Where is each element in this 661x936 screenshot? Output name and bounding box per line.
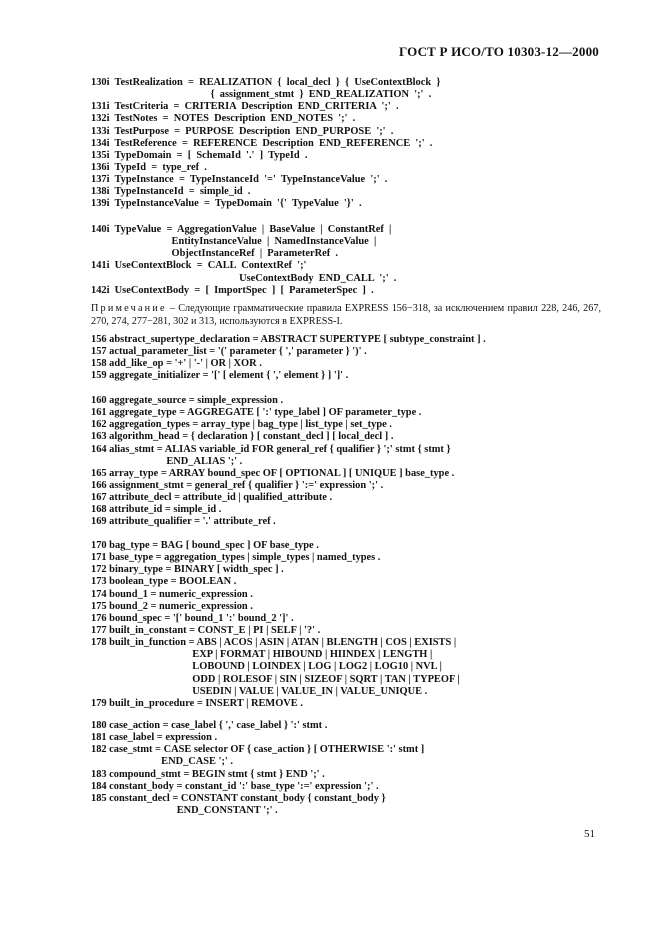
- grammar-rule-line: 161 aggregate_type = AGGREGATE [ ':' type_label ] OF parameter_type .: [91, 407, 422, 419]
- page-number: 51: [584, 828, 595, 840]
- grammar-rule-line: 180 case_action = case_label { ',' case_label } ':' stmt .: [91, 720, 328, 731]
- grammar-rule-line: USEDIN | VALUE | VALUE_IN | VALUE_UNIQUE .: [91, 685, 428, 697]
- grammar-rule-line: 132i TestNotes = NOTES Description END_NOTES ';' .: [91, 113, 356, 125]
- grammar-rules-140i-142i: [91, 224, 601, 297]
- grammar-rule-line: 185 constant_decl = CONSTANT constant_body { constant_body }: [91, 792, 386, 804]
- grammar-rule-line: 133i TestPurpose = PURPOSE Description END_PURPOSE ';' .: [91, 125, 394, 137]
- grammar-rule-line: 183 compound_stmt = BEGIN stmt { stmt } END ';' .: [91, 768, 325, 780]
- grammar-rule-line: 166 assignment_stmt = general_ref { qualifier } ':=' expression ';' .: [91, 479, 384, 491]
- grammar-rule-line: END_CONSTANT ';' .: [91, 804, 278, 816]
- grammar-rule-line: 158 add_like_op = '+' | '-' | OR | XOR .: [91, 358, 262, 370]
- grammar-rule-line: 163 algorithm_head = { declaration } [ constant_decl ] [ local_decl ] .: [91, 431, 394, 443]
- grammar-rules-180-185: [91, 720, 601, 817]
- grammar-rule-line: 156 abstract_supertype_declaration = ABSTRACT SUPERTYPE [ subtype_constraint ] .: [91, 334, 486, 345]
- grammar-rule-line: { assignment_stmt } END_REALIZATION ';' .: [91, 89, 432, 101]
- grammar-rule-line: 162 aggregation_types = array_type | bag_type | list_type | set_type .: [91, 419, 392, 431]
- grammar-rule-line: 175 bound_2 = numeric_expression .: [91, 600, 253, 612]
- note-paragraph: [91, 303, 601, 328]
- grammar-rule-line: 141i UseContextBlock = CALL ContextRef ';': [91, 260, 307, 272]
- grammar-rules-170-179: [91, 540, 601, 710]
- grammar-rule-line: 178 built_in_function = ABS | ACOS | ASIN | ATAN | BLENGTH | COS | EXISTS |: [91, 637, 457, 649]
- grammar-rule-line: END_CASE ';' .: [91, 756, 234, 768]
- note-text: – Следующие грамматические правила EXPRESS 156−318, за исключением правил 228, 246, 267, 270, 274, 277−281, 302 и 313, используются в EXPRESS-I.: [91, 303, 601, 327]
- grammar-rule-line: 173 boolean_type = BOOLEAN .: [91, 576, 237, 588]
- grammar-rule-line: 172 binary_type = BINARY [ width_spec ] .: [91, 564, 284, 576]
- grammar-rule-line: UseContextBody END_CALL ';' .: [91, 272, 397, 284]
- grammar-rule-line: 140i TypeValue = AggregationValue | BaseValue | ConstantRef |: [91, 224, 392, 235]
- grammar-rule-line: EXP | FORMAT | HIBOUND | HIINDEX | LENGTH |: [91, 649, 433, 661]
- grammar-rule-line: 135i TypeDomain = [ SchemaId '.' ] TypeId .: [91, 149, 308, 161]
- grammar-rule-line: 136i TypeId = type_ref .: [91, 161, 207, 173]
- grammar-rules-160-169: [91, 395, 601, 529]
- note-label: Примечание: [91, 303, 167, 314]
- grammar-rule-line: 130i TestRealization = REALIZATION { local_decl } { UseContextBlock }: [91, 77, 441, 88]
- grammar-rule-line: 176 bound_spec = '[' bound_1 ':' bound_2 ']' .: [91, 612, 294, 624]
- grammar-rule-line: 184 constant_body = constant_id ':' base_type ':=' expression ';' .: [91, 780, 379, 792]
- grammar-rule-line: 160 aggregate_source = simple_expression .: [91, 395, 284, 406]
- grammar-rule-line: 165 array_type = ARRAY bound_spec OF [ OPTIONAL ] [ UNIQUE ] base_type .: [91, 467, 455, 479]
- grammar-rule-line: 138i TypeInstanceId = simple_id .: [91, 186, 251, 198]
- grammar-rule-line: 169 attribute_qualifier = '.' attribute_ref .: [91, 516, 276, 528]
- grammar-rule-line: 157 actual_parameter_list = '(' parameter { ',' parameter } ')' .: [91, 346, 367, 358]
- grammar-rule-line: EntityInstanceValue | NamedInstanceValue |: [91, 236, 377, 248]
- grammar-rule-line: 142i UseContextBody = [ ImportSpec ] [ ParameterSpec ] .: [91, 284, 374, 296]
- grammar-rule-line: 164 alias_stmt = ALIAS variable_id FOR general_ref { qualifier } ';' stmt { stmt }: [91, 443, 451, 455]
- grammar-rule-line: 182 case_stmt = CASE selector OF { case_action } [ OTHERWISE ':' stmt ]: [91, 744, 425, 756]
- grammar-rule-line: 168 attribute_id = simple_id .: [91, 504, 222, 516]
- grammar-rule-line: 131i TestCriteria = CRITERIA Description END_CRITERIA ';' .: [91, 101, 399, 113]
- grammar-rule-line: 179 built_in_procedure = INSERT | REMOVE .: [91, 697, 303, 709]
- grammar-rule-line: 139i TypeInstanceValue = TypeDomain '{' TypeValue '}' .: [91, 198, 362, 210]
- grammar-rule-line: 170 bag_type = BAG [ bound_spec ] OF base_type .: [91, 540, 319, 551]
- grammar-rule-line: ODD | ROLESOF | SIN | SIZEOF | SQRT | TAN | TYPEOF |: [91, 673, 460, 685]
- grammar-rule-line: 134i TestReference = REFERENCE Description END_REFERENCE ';' .: [91, 137, 433, 149]
- grammar-rule-line: 159 aggregate_initializer = '[' [ element { ',' element } ] ']' .: [91, 370, 349, 382]
- grammar-rule-line: 167 attribute_decl = attribute_id | qualified_attribute .: [91, 492, 333, 504]
- grammar-rules-130i-139i: [91, 77, 601, 211]
- grammar-rule-line: 171 base_type = aggregation_types | simple_types | named_types .: [91, 552, 381, 564]
- grammar-rule-line: 137i TypeInstance = TypeInstanceId '=' TypeInstanceValue ';' .: [91, 174, 388, 186]
- grammar-rule-line: LOBOUND | LOINDEX | LOG | LOG2 | LOG10 | NVL |: [91, 661, 442, 673]
- grammar-rule-line: END_ALIAS ';' .: [91, 455, 243, 467]
- grammar-rule-line: 181 case_label = expression .: [91, 732, 218, 744]
- grammar-rule-line: ObjectInstanceRef | ParameterRef .: [91, 248, 338, 260]
- grammar-rules-156-159: [91, 334, 601, 383]
- grammar-rule-line: 177 built_in_constant = CONST_E | PI | SELF | '?' .: [91, 624, 321, 636]
- grammar-rule-line: 174 bound_1 = numeric_expression .: [91, 588, 253, 600]
- page-header: ГОСТ Р ИСО/ТО 10303-12—2000: [398, 44, 599, 59]
